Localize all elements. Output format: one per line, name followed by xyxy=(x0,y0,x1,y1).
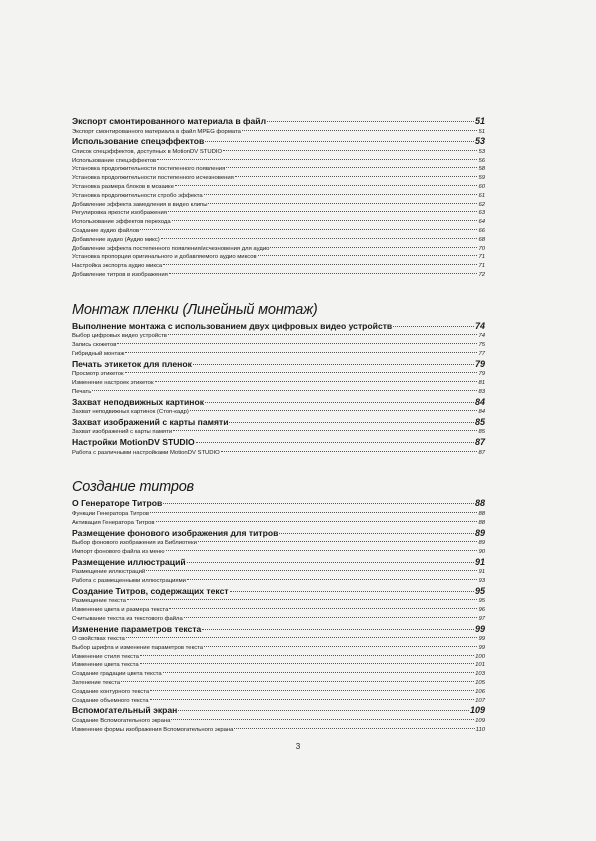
entry-page-number: 64 xyxy=(478,219,485,226)
toc-section-entry xyxy=(72,624,485,636)
entry-page-number: 68 xyxy=(478,236,485,243)
dot-leader xyxy=(229,422,474,423)
toc-subsection-entry xyxy=(72,519,485,528)
toc-subsection-entry xyxy=(72,428,485,437)
entry-page-number: 95 xyxy=(478,598,485,605)
dot-leader xyxy=(178,710,469,711)
entry-page-number: 74 xyxy=(474,320,485,331)
entry-page-number: 87 xyxy=(474,437,485,448)
entry-title: Затенение текста xyxy=(72,680,121,687)
entry-page-number: 88 xyxy=(478,519,485,526)
entry-title: Вспомогательный экран xyxy=(72,705,178,716)
toc-subsection-entry xyxy=(72,341,485,350)
toc-section-entry xyxy=(72,705,485,717)
dot-leader xyxy=(279,533,474,534)
entry-page-number: 88 xyxy=(478,510,485,517)
entry-page-number: 105 xyxy=(475,680,485,687)
entry-page-number: 62 xyxy=(478,201,485,208)
dot-leader xyxy=(205,141,474,142)
entry-page-number: 79 xyxy=(474,358,485,369)
entry-title: Создание Титров, содержащих текст xyxy=(72,585,229,596)
entry-page-number: 109 xyxy=(475,717,485,724)
entry-title: Изменение формы изображения Вспомогательного экрана xyxy=(72,726,234,733)
toc-section-entry xyxy=(72,397,485,409)
dot-leader xyxy=(150,699,475,700)
dot-leader xyxy=(175,185,477,186)
toc-subsection-entry xyxy=(72,510,485,519)
dot-leader xyxy=(156,521,478,522)
toc-section-entry xyxy=(72,136,485,148)
entry-page-number: 72 xyxy=(478,271,485,278)
dot-leader xyxy=(161,238,478,239)
entry-page-number: 60 xyxy=(478,183,485,190)
toc-subsection-entry xyxy=(72,388,485,397)
table-of-contents xyxy=(72,116,485,735)
toc-subsection-entry xyxy=(72,688,485,697)
entry-page-number: 91 xyxy=(478,569,485,576)
toc-subsection-entry xyxy=(72,201,485,210)
chapter-heading: Создание титров xyxy=(72,479,194,496)
dot-leader xyxy=(270,247,477,248)
entry-page-number: 74 xyxy=(478,333,485,340)
entry-page-number: 79 xyxy=(478,371,485,378)
toc-subsection-entry xyxy=(72,379,485,388)
entry-title: Изменение настроек этикеток xyxy=(72,379,154,386)
entry-title: Печать этикеток для пленок xyxy=(72,358,192,369)
toc-subsection-entry xyxy=(72,653,485,662)
entry-title: Создание аудио файлов xyxy=(72,227,140,234)
dot-leader xyxy=(204,194,478,195)
entry-page-number: 88 xyxy=(474,498,485,509)
toc-subsection-entry xyxy=(72,408,485,417)
entry-page-number: 53 xyxy=(474,136,485,147)
dot-leader xyxy=(125,352,477,353)
entry-page-number: 83 xyxy=(478,388,485,395)
entry-page-number: 91 xyxy=(474,556,485,567)
entry-title: Создание Вспомогательного экрана xyxy=(72,717,171,724)
dot-leader xyxy=(221,451,478,452)
toc-subsection-entry xyxy=(72,644,485,653)
entry-title: Работа с размещенными иллюстрациями xyxy=(72,577,186,584)
dot-leader xyxy=(163,672,474,673)
dot-leader xyxy=(146,570,477,571)
entry-title: Печать xyxy=(72,388,92,395)
toc-subsection-entry xyxy=(72,218,485,227)
section-gap xyxy=(72,457,485,471)
entry-page-number: 95 xyxy=(474,585,485,596)
entry-title: Выбор цифровых видео устройств xyxy=(72,333,167,340)
entry-page-number: 99 xyxy=(474,623,485,634)
dot-leader xyxy=(163,264,477,265)
dot-leader xyxy=(205,402,474,403)
entry-title: Активация Генератора Титров xyxy=(72,519,155,526)
dot-leader xyxy=(234,728,474,729)
entry-title: Установка продолжительности стробо эффекта xyxy=(72,192,203,199)
entry-title: Изменение цвета текста xyxy=(72,662,139,669)
dot-leader xyxy=(184,617,478,618)
entry-page-number: 109 xyxy=(469,705,485,716)
entry-page-number: 93 xyxy=(478,577,485,584)
toc-subsection-entry xyxy=(72,449,485,458)
entry-page-number: 53 xyxy=(478,148,485,155)
entry-page-number: 87 xyxy=(478,449,485,456)
entry-title: Использование эффектов перехода xyxy=(72,219,171,226)
toc-subsection-entry xyxy=(72,548,485,557)
entry-title: Добавление титров в изображения xyxy=(72,271,168,278)
dot-leader xyxy=(198,541,478,542)
toc-subsection-entry xyxy=(72,350,485,359)
dot-leader xyxy=(155,381,478,382)
toc-subsection-entry xyxy=(72,165,485,174)
entry-title: Изменение параметров текста xyxy=(72,623,202,634)
entry-page-number: 70 xyxy=(478,245,485,252)
dot-leader xyxy=(187,562,474,563)
entry-page-number: 84 xyxy=(474,396,485,407)
dot-leader xyxy=(121,681,474,682)
dot-leader xyxy=(193,364,474,365)
entry-title: О Генераторе Титров xyxy=(72,498,163,509)
toc-subsection-entry xyxy=(72,271,485,280)
toc-section-entry xyxy=(72,321,485,333)
dot-leader xyxy=(117,343,477,344)
toc-subsection-entry xyxy=(72,209,485,218)
entry-page-number: 63 xyxy=(478,210,485,217)
toc-subsection-entry xyxy=(72,253,485,262)
dot-leader xyxy=(163,503,474,504)
toc-subsection-entry xyxy=(72,539,485,548)
toc-subsection-entry xyxy=(72,332,485,341)
toc-subsection-entry xyxy=(72,227,485,236)
toc-subsection-entry xyxy=(72,236,485,245)
entry-page-number: 59 xyxy=(478,175,485,182)
entry-page-number: 51 xyxy=(474,116,485,126)
entry-page-number: 85 xyxy=(478,429,485,436)
entry-page-number: 71 xyxy=(478,263,485,270)
dot-leader xyxy=(126,637,478,638)
entry-page-number: 66 xyxy=(478,227,485,234)
entry-title: Захват изображений с карты памяти xyxy=(72,416,229,427)
dot-leader xyxy=(235,176,478,177)
toc-subsection-entry xyxy=(72,192,485,201)
dot-leader xyxy=(127,599,478,600)
toc-section-entry xyxy=(72,417,485,429)
entry-title: Захват изображений с карты памяти xyxy=(72,429,173,436)
entry-page-number: 100 xyxy=(475,653,485,660)
toc-subsection-entry xyxy=(72,661,485,670)
entry-title: Размещение иллюстраций xyxy=(72,569,146,576)
dot-leader xyxy=(230,591,474,592)
entry-page-number: 110 xyxy=(475,726,485,733)
entry-title: Использование спецэффектов xyxy=(72,157,157,164)
dot-leader xyxy=(150,690,474,691)
entry-title: Захват неподвижных картинок xyxy=(72,396,205,407)
dot-leader xyxy=(169,273,478,274)
entry-page-number: 75 xyxy=(478,342,485,349)
toc-subsection-entry xyxy=(72,697,485,706)
toc-subsection-entry xyxy=(72,183,485,192)
entry-title: Экспорт смонтированного материала в файл MPEG формата xyxy=(72,128,241,135)
toc-subsection-entry xyxy=(72,568,485,577)
dot-leader xyxy=(168,211,477,212)
dot-leader xyxy=(140,655,474,656)
dot-leader xyxy=(168,334,478,335)
entry-title: Гибридный монтаж xyxy=(72,350,125,357)
chapter-heading: Монтаж пленки (Линейный монтаж) xyxy=(72,301,318,318)
toc-subsection-entry xyxy=(72,615,485,624)
dot-leader xyxy=(267,121,474,122)
toc-section-entry xyxy=(72,498,485,510)
toc-subsection-entry xyxy=(72,128,485,137)
dot-leader xyxy=(140,663,474,664)
entry-page-number: 96 xyxy=(478,607,485,613)
dot-leader xyxy=(157,159,477,160)
entry-title: Установка продолжительности постепенного исчезновения xyxy=(72,175,234,182)
dot-leader xyxy=(208,203,477,204)
entry-page-number: 61 xyxy=(478,192,485,199)
entry-title: Импорт фонового файла из меню xyxy=(72,548,165,555)
toc-section-entry xyxy=(72,359,485,371)
entry-title: Функции Генератора Титров xyxy=(72,510,149,517)
entry-page-number: 58 xyxy=(478,166,485,173)
entry-page-number: 106 xyxy=(475,688,485,695)
entry-title: Выбор шрифта и изменение параметров текста xyxy=(72,644,204,651)
entry-title: Работа с различными настройками MotionDV STUDIO xyxy=(72,449,220,456)
entry-title: Использование спецэффектов xyxy=(72,136,205,147)
toc-subsection-entry xyxy=(72,157,485,166)
entry-title: Размещение текста xyxy=(72,598,126,605)
entry-title: Запись сюжетов xyxy=(72,342,117,349)
entry-title: Установка продолжительности постепенного появления xyxy=(72,166,226,173)
entry-page-number: 89 xyxy=(478,540,485,547)
dot-leader xyxy=(172,220,478,221)
toc-subsection-entry xyxy=(72,606,485,615)
entry-page-number: 89 xyxy=(474,527,485,538)
entry-title: Добавление эффекта замедления в видео клипы xyxy=(72,201,208,208)
toc-subsection-entry xyxy=(72,245,485,254)
entry-title: О свойствах текста xyxy=(72,636,125,643)
entry-title: Регулировка яркости изображения xyxy=(72,210,167,217)
toc-subsection-entry xyxy=(72,148,485,157)
toc-subsection-entry xyxy=(72,717,485,726)
entry-title: Размещение иллюстраций xyxy=(72,556,186,567)
toc-section-entry xyxy=(72,586,485,598)
dot-leader xyxy=(166,550,478,551)
entry-title: Добавление эффекта постепенного появления/исчезновения для аудио xyxy=(72,245,270,252)
entry-title: Создание градации цвета текста xyxy=(72,671,162,678)
toc-section-entry xyxy=(72,116,485,128)
entry-title: Экспорт смонтированного материала в файл xyxy=(72,116,267,126)
toc-section-entry xyxy=(72,528,485,540)
entry-title: Изменение стиля текста xyxy=(72,653,139,660)
entry-title: Список спецэффектов, доступных в MotionDV STUDIO xyxy=(72,148,223,155)
entry-title: Создание объемного текста xyxy=(72,697,149,704)
toc-subsection-entry xyxy=(72,174,485,183)
toc-subsection-entry xyxy=(72,635,485,644)
entry-title: Установка размера блоков в мозаике xyxy=(72,183,174,190)
toc-subsection-entry xyxy=(72,670,485,679)
entry-page-number: 103 xyxy=(475,671,485,678)
entry-title: Создание контурного текста xyxy=(72,688,150,695)
entry-page-number: 97 xyxy=(478,615,485,622)
entry-page-number: 81 xyxy=(478,379,485,386)
dot-leader xyxy=(196,442,474,443)
dot-leader xyxy=(173,430,477,431)
entry-title: Выбор фонового изображения из Библиотеки xyxy=(72,540,197,547)
entry-page-number: 71 xyxy=(478,254,485,261)
entry-title: Настройки MotionDV STUDIO xyxy=(72,437,195,448)
dot-leader xyxy=(223,150,477,151)
section-gap xyxy=(72,280,485,294)
entry-page-number: 51 xyxy=(478,128,485,135)
dot-leader xyxy=(171,719,474,720)
dot-leader xyxy=(92,390,477,391)
dot-leader xyxy=(204,646,477,647)
dot-leader xyxy=(140,229,477,230)
toc-subsection-entry xyxy=(72,726,485,735)
toc-subsection-entry xyxy=(72,679,485,688)
toc-section-entry xyxy=(72,557,485,569)
entry-title: Считывание текста из текстового файла xyxy=(72,615,183,622)
toc-subsection-entry xyxy=(72,577,485,586)
dot-leader xyxy=(190,410,478,411)
dot-leader xyxy=(242,130,478,131)
entry-title: Выполнение монтажа с использованием двух цифровых видео устройств xyxy=(72,320,393,331)
toc-subsection-entry xyxy=(72,597,485,606)
dot-leader xyxy=(202,629,474,630)
entry-page-number: 99 xyxy=(478,644,485,651)
dot-leader xyxy=(150,512,477,513)
entry-title: Захват неподвижных картинок (Стоп-кадр) xyxy=(72,409,189,416)
entry-page-number: 99 xyxy=(478,636,485,643)
entry-title: Изменение цвета и размера текста xyxy=(72,607,169,613)
entry-page-number: 90 xyxy=(478,548,485,555)
entry-page-number: 56 xyxy=(478,157,485,164)
dot-leader xyxy=(226,167,477,168)
entry-title: Размещение фонового изображения для титров xyxy=(72,527,279,538)
dot-leader xyxy=(393,326,474,327)
entry-page-number: 85 xyxy=(474,416,485,427)
dot-leader xyxy=(169,608,477,609)
dot-leader xyxy=(187,579,478,580)
entry-page-number: 84 xyxy=(478,409,485,416)
page-number: 3 xyxy=(295,742,301,751)
dot-leader xyxy=(125,372,478,373)
entry-page-number: 77 xyxy=(478,350,485,357)
entry-page-number: 101 xyxy=(475,662,485,669)
entry-title: Установка пропорции оригинального и добавляемого аудио миксов xyxy=(72,254,257,261)
toc-subsection-entry xyxy=(72,262,485,271)
dot-leader xyxy=(258,255,478,256)
entry-title: Просмотр этикеток xyxy=(72,371,124,378)
toc-subsection-entry xyxy=(72,370,485,379)
entry-title: Настройка экспорта аудио микса xyxy=(72,263,163,270)
entry-title: Добавление аудио (Аудио микс) xyxy=(72,236,160,243)
toc-section-entry xyxy=(72,437,485,449)
entry-page-number: 107 xyxy=(475,697,485,704)
